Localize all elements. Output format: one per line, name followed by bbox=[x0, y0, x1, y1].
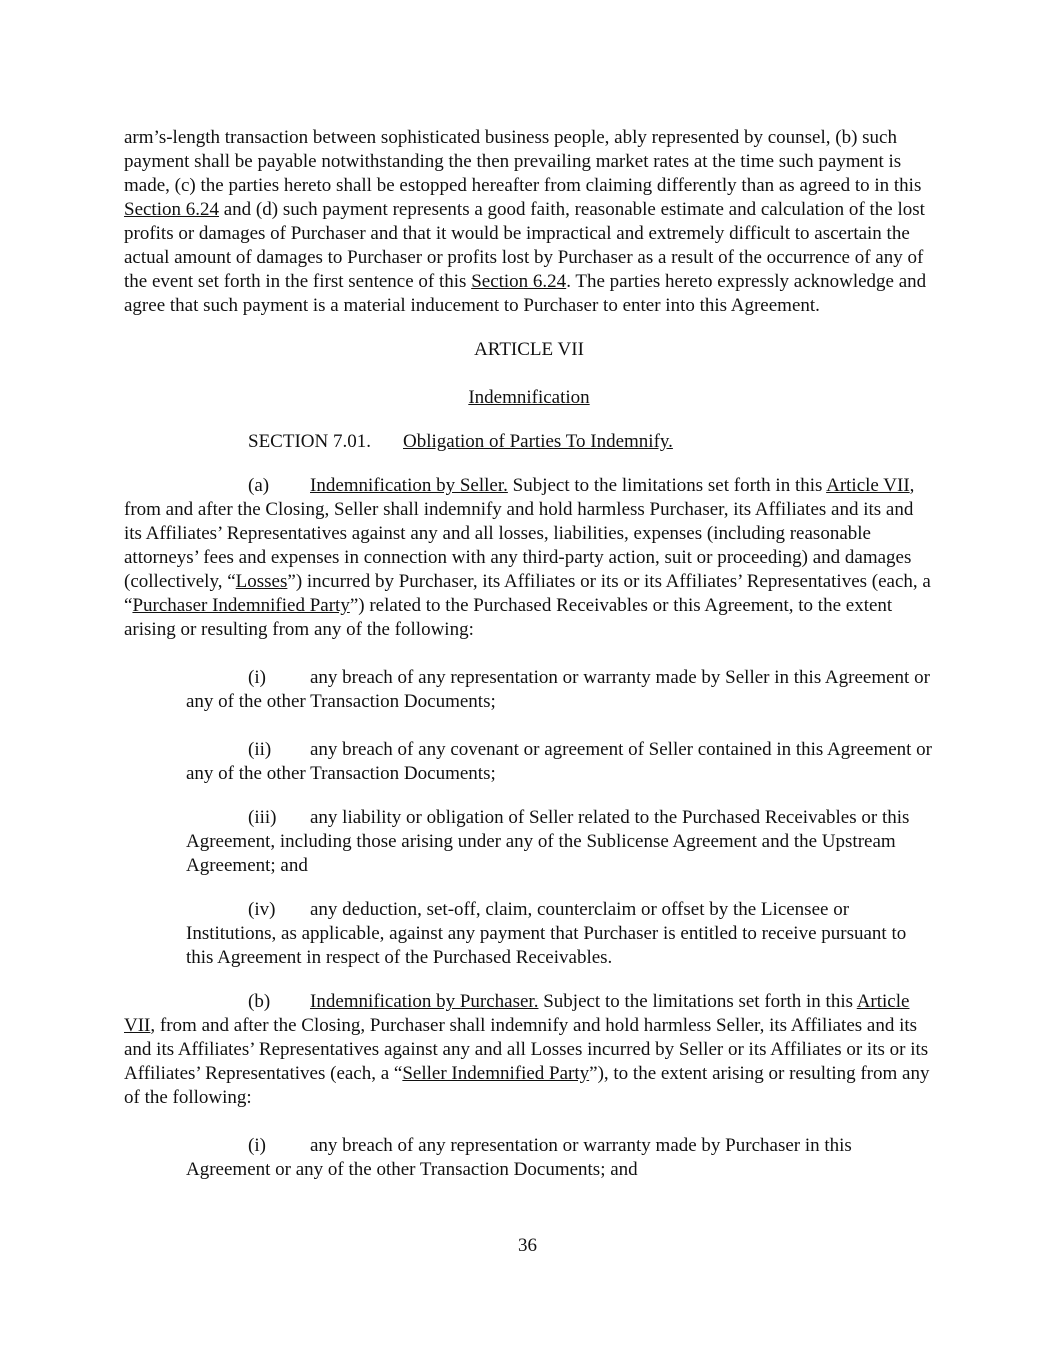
section-heading bbox=[124, 430, 934, 454]
paragraph-text: Subject to the limitations set forth in this bbox=[507, 475, 827, 496]
defined-term: Seller Indemnified Party bbox=[402, 1063, 590, 1084]
list-item-label: (iii) bbox=[248, 807, 277, 828]
paragraph-text: ”) incurred by Purchaser, its Affiliates or its or its Affiliates’ Representatives (each, a “ bbox=[124, 571, 931, 616]
list-item-text: any breach of any representation or warranty made by Seller in this Agreement or any of the other Transaction Documents; bbox=[186, 667, 930, 712]
list-item-text: any breach of any covenant or agreement of Seller contained in this Agreement or any of the other Transaction Documents; bbox=[186, 739, 933, 784]
list-item-label: (ii) bbox=[248, 739, 272, 760]
paragraph-label: (b) bbox=[248, 991, 271, 1012]
defined-term: Purchaser Indemnified Party bbox=[132, 595, 350, 616]
section-reference: Section 6.24 bbox=[124, 199, 219, 220]
paragraph-text: ”), to the extent arising or resulting from any of the following: bbox=[124, 1063, 930, 1108]
article-number: ARTICLE VII bbox=[474, 339, 584, 360]
article-reference: Article VII bbox=[826, 475, 910, 496]
paragraph-heading: Indemnification by Purchaser. bbox=[310, 991, 539, 1012]
article-title-text: Indemnification bbox=[468, 387, 590, 408]
intro-text-1: arm’s-length transaction between sophisticated business people, ably represented by counsel, (b) such payment shall be payable notwithstanding the then prevailing market rates at the time such payment is made, (c) the parties hereto shall be estopped hereafter from claiming differently than as agreed to in this bbox=[124, 127, 922, 196]
defined-term: Losses bbox=[235, 571, 288, 592]
list-item-text: any liability or obligation of Seller related to the Purchased Receivables or this Agreement, including those arising under any of the Sublicense Agreement and the Upstream Agreement; and bbox=[186, 807, 910, 876]
list-item bbox=[186, 1134, 934, 1182]
section-title: Obligation of Parties To Indemnify. bbox=[403, 431, 673, 452]
intro-text-3: . The parties hereto expressly acknowledge and agree that such payment is a material inducement to Purchaser to enter into this Agreement. bbox=[124, 271, 927, 316]
list-item-text: any deduction, set-off, claim, counterclaim or offset by the Licensee or Institutions, as applicable, against any payment that Purchaser is entitled to receive pursuant to this Agreement in respect of the Purchased Receivables. bbox=[186, 899, 907, 968]
section-reference: Section 6.24 bbox=[471, 271, 567, 292]
list-item bbox=[186, 806, 934, 878]
list-item bbox=[186, 898, 934, 970]
list-item bbox=[186, 666, 934, 714]
intro-text-2: and (d) such payment represents a good faith, reasonable estimate and calculation of the lost profits or damages of Purchaser and that it would be impractical and extremely difficult to ascertain the actual amount of damages to Purchaser or profits lost by Purchaser as a result of the occurrence of any of the event set forth in the first sentence of this bbox=[124, 199, 925, 292]
list-item bbox=[186, 738, 934, 786]
article-title bbox=[124, 386, 934, 410]
section-number: SECTION 7.01. bbox=[248, 431, 371, 452]
paragraph-text: ”) related to the Purchased Receivables or this Agreement, to the extent arising or resulting from any of the following: bbox=[124, 595, 893, 640]
intro-paragraph bbox=[124, 126, 934, 318]
list-item-label: (i) bbox=[248, 1135, 266, 1156]
page-number: 36 bbox=[518, 1235, 537, 1256]
article-reference: Article VII bbox=[124, 991, 910, 1036]
paragraph-a bbox=[124, 474, 934, 642]
list-item-label: (i) bbox=[248, 667, 266, 688]
paragraph-heading: Indemnification by Seller. bbox=[310, 475, 508, 496]
paragraph-text: , from and after the Closing, Seller shall indemnify and hold harmless Purchaser, its Affiliates and its and its Affiliates’ Representatives against any and all losses, liabilities, expenses (including reasonable attorneys’ fees and expenses in connection with any third-party action, suit or proceeding) and damages (collectively, “ bbox=[124, 475, 915, 592]
paragraph-b bbox=[124, 990, 934, 1110]
paragraph-label: (a) bbox=[248, 475, 270, 496]
paragraph-text: Subject to the limitations set forth in this bbox=[538, 991, 857, 1012]
list-item-text: any breach of any representation or warranty made by Purchaser in this Agreement or any of the other Transaction Documents; and bbox=[186, 1135, 852, 1180]
list-item-label: (iv) bbox=[248, 899, 276, 920]
paragraph-text: , from and after the Closing, Purchaser shall indemnify and hold harmless Seller, its Affiliates and its and its Affiliates’ Representatives against any and all Losses incurred by Seller or its Affiliates or its or its Affiliates’ Representatives (each, a “ bbox=[124, 1015, 929, 1084]
document-body bbox=[124, 126, 934, 1182]
